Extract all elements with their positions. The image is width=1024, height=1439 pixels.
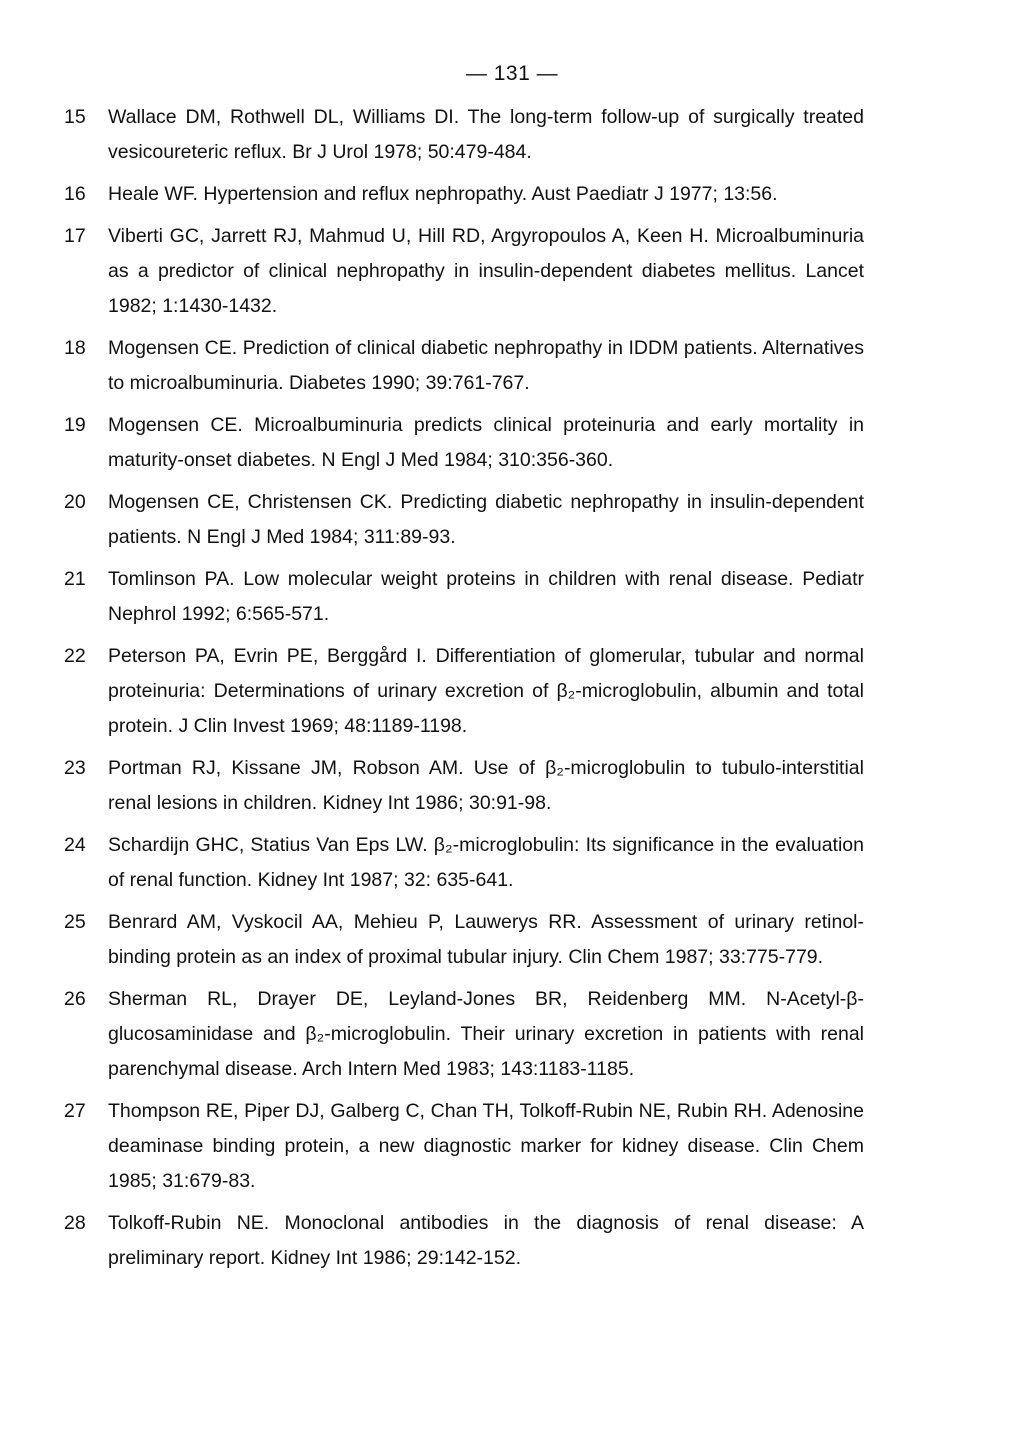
reference-number: 22: [64, 645, 86, 667]
reference-number: 24: [64, 834, 86, 856]
reference-number: 26: [64, 988, 86, 1010]
reference-item: [64, 982, 864, 1087]
reference-item: [64, 100, 864, 170]
reference-item: [64, 485, 864, 555]
reference-item: [64, 177, 864, 212]
reference-text: Wallace DM, Rothwell DL, Williams DI. The long-term follow-up of surgically treated vesicoureteric reflux. Br J Urol 1978; 50:479-484.: [108, 106, 864, 163]
reference-number: 18: [64, 337, 86, 359]
reference-text: Tomlinson PA. Low molecular weight proteins in children with renal disease. Pediatr Nephrol 1992; 6:565-571.: [108, 568, 864, 625]
reference-number: 19: [64, 414, 86, 436]
reference-item: [64, 1206, 864, 1276]
reference-number: 25: [64, 911, 86, 933]
reference-text: Mogensen CE. Microalbuminuria predicts clinical proteinuria and early mortality in maturity-onset diabetes. N Engl J Med 1984; 310:356-360.: [108, 414, 864, 471]
reference-text: Benrard AM, Vyskocil AA, Mehieu P, Lauwerys RR. Assessment of urinary retinol-binding protein as an index of proximal tubular injury. Clin Chem 1987; 33:775-779.: [108, 911, 864, 968]
reference-text: Heale WF. Hypertension and reflux nephropathy. Aust Paediatr J 1977; 13:56.: [108, 183, 778, 205]
reference-text: Mogensen CE, Christensen CK. Predicting diabetic nephropathy in insulin-dependent patients. N Engl J Med 1984; 311:89-93.: [108, 491, 864, 548]
reference-number: 15: [64, 106, 86, 128]
reference-text: Schardijn GHC, Statius Van Eps LW. β₂-microglobulin: Its significance in the evaluation of renal function. Kidney Int 1987; 32: 635-641.: [108, 834, 864, 891]
reference-text: Portman RJ, Kissane JM, Robson AM. Use of β₂-microglobulin to tubulo-interstitial renal lesions in children. Kidney Int 1986; 30:91-98.: [108, 757, 864, 814]
reference-number: 23: [64, 757, 86, 779]
reference-text: Sherman RL, Drayer DE, Leyland-Jones BR, Reidenberg MM. N-Acetyl-β-glucosaminidase and β₂-microglobulin. Their urinary excretion in patients with renal parenchymal disease. Arch Intern Med 1983; 143:1183-1185.: [108, 988, 864, 1080]
reference-item: [64, 331, 864, 401]
reference-text: Mogensen CE. Prediction of clinical diabetic nephropathy in IDDM patients. Alternatives to microalbuminuria. Diabetes 1990; 39:761-767.: [108, 337, 864, 394]
reference-item: [64, 751, 864, 821]
reference-item: [64, 828, 864, 898]
reference-item: [64, 905, 864, 975]
reference-text: Viberti GC, Jarrett RJ, Mahmud U, Hill RD, Argyropoulos A, Keen H. Microalbuminuria as a predictor of clinical nephropathy in insulin-dependent diabetes mellitus. Lancet 1982; 1:1430-1432.: [108, 225, 864, 317]
reference-number: 27: [64, 1100, 86, 1122]
reference-list: [64, 100, 864, 1283]
page-number: — 131 —: [465, 62, 559, 85]
reference-number: 21: [64, 568, 86, 590]
reference-item: [64, 1094, 864, 1199]
reference-text: Thompson RE, Piper DJ, Galberg C, Chan TH, Tolkoff-Rubin NE, Rubin RH. Adenosine deaminase binding protein, a new diagnostic marker for kidney disease. Clin Chem 1985; 31:679-83.: [108, 1100, 864, 1192]
reference-number: 17: [64, 225, 86, 247]
reference-item: [64, 219, 864, 324]
reference-text: Peterson PA, Evrin PE, Berggård I. Differentiation of glomerular, tubular and normal proteinuria: Determinations of urinary excretion of β₂-microglobulin, albumin and total protein. J Clin Invest 1969; 48:1189-1198.: [108, 645, 864, 737]
reference-item: [64, 408, 864, 478]
reference-item: [64, 639, 864, 744]
reference-number: 20: [64, 491, 86, 513]
reference-number: 16: [64, 183, 86, 205]
reference-text: Tolkoff-Rubin NE. Monoclonal antibodies in the diagnosis of renal disease: A preliminary report. Kidney Int 1986; 29:142-152.: [108, 1212, 864, 1269]
reference-number: 28: [64, 1212, 86, 1234]
reference-item: [64, 562, 864, 632]
